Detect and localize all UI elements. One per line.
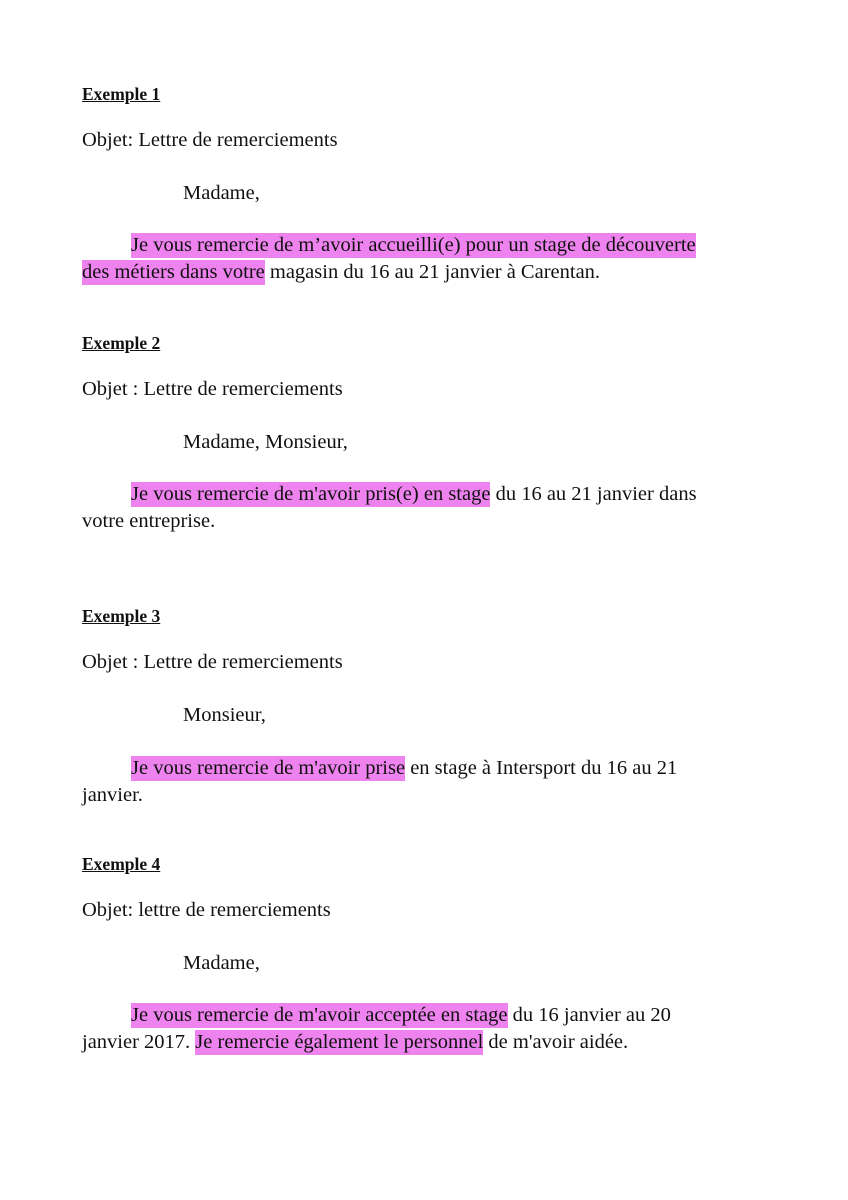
- example-2-salutation: Madame, Monsieur,: [183, 431, 348, 453]
- example-2-body-line-2: votre entreprise.: [82, 510, 216, 532]
- example-4-heading: Exemple 4: [82, 854, 161, 874]
- example-4-body-rest-1: du 16 janvier au 20: [507, 1004, 671, 1026]
- example-1-highlight-2: des métiers dans votre: [82, 261, 265, 283]
- example-4-highlight-2: Je remercie également le personnel: [195, 1031, 484, 1053]
- example-4-body-line-1: [131, 1002, 671, 1028]
- example-4-salutation: Madame,: [183, 952, 260, 974]
- example-2-highlight-1: Je vous remercie de m'avoir pris(e) en stage: [131, 483, 491, 505]
- example-2-object: Objet : Lettre de remerciements: [82, 378, 343, 400]
- example-3-highlight-1: Je vous remercie de m'avoir prise: [131, 757, 406, 779]
- example-4-highlight-1: Je vous remercie de m'avoir acceptée en stage: [131, 1004, 508, 1026]
- example-4-body-line-2: [82, 1029, 628, 1055]
- example-1-body-line-1: [131, 232, 696, 258]
- example-4-body-rest-2: de m'avoir aidée.: [483, 1031, 629, 1053]
- example-4-body-start-2: janvier 2017.: [82, 1031, 196, 1053]
- example-3-object: Objet : Lettre de remerciements: [82, 651, 343, 673]
- example-3-heading: Exemple 3: [82, 606, 161, 626]
- example-1-salutation: Madame,: [183, 182, 260, 204]
- example-2-body-rest: du 16 au 21 janvier dans: [490, 483, 697, 505]
- example-2-body-line-1: [131, 481, 697, 507]
- example-3-salutation: Monsieur,: [183, 704, 266, 726]
- example-3-body-rest: en stage à Intersport du 16 au 21: [405, 757, 678, 779]
- example-2-heading: Exemple 2: [82, 333, 161, 353]
- example-1-body-line-2: [82, 259, 600, 285]
- example-1-heading: Exemple 1: [82, 84, 161, 104]
- example-1-highlight-1: Je vous remercie de m’avoir accueilli(e) pour un stage de découverte: [131, 234, 696, 256]
- example-1-body-rest: magasin du 16 au 21 janvier à Carentan.: [264, 261, 601, 283]
- example-3-body-line-2: janvier.: [82, 784, 143, 806]
- example-3-body-line-1: [131, 755, 677, 781]
- example-1-object: Objet: Lettre de remerciements: [82, 129, 338, 151]
- example-4-object: Objet: lettre de remerciements: [82, 899, 331, 921]
